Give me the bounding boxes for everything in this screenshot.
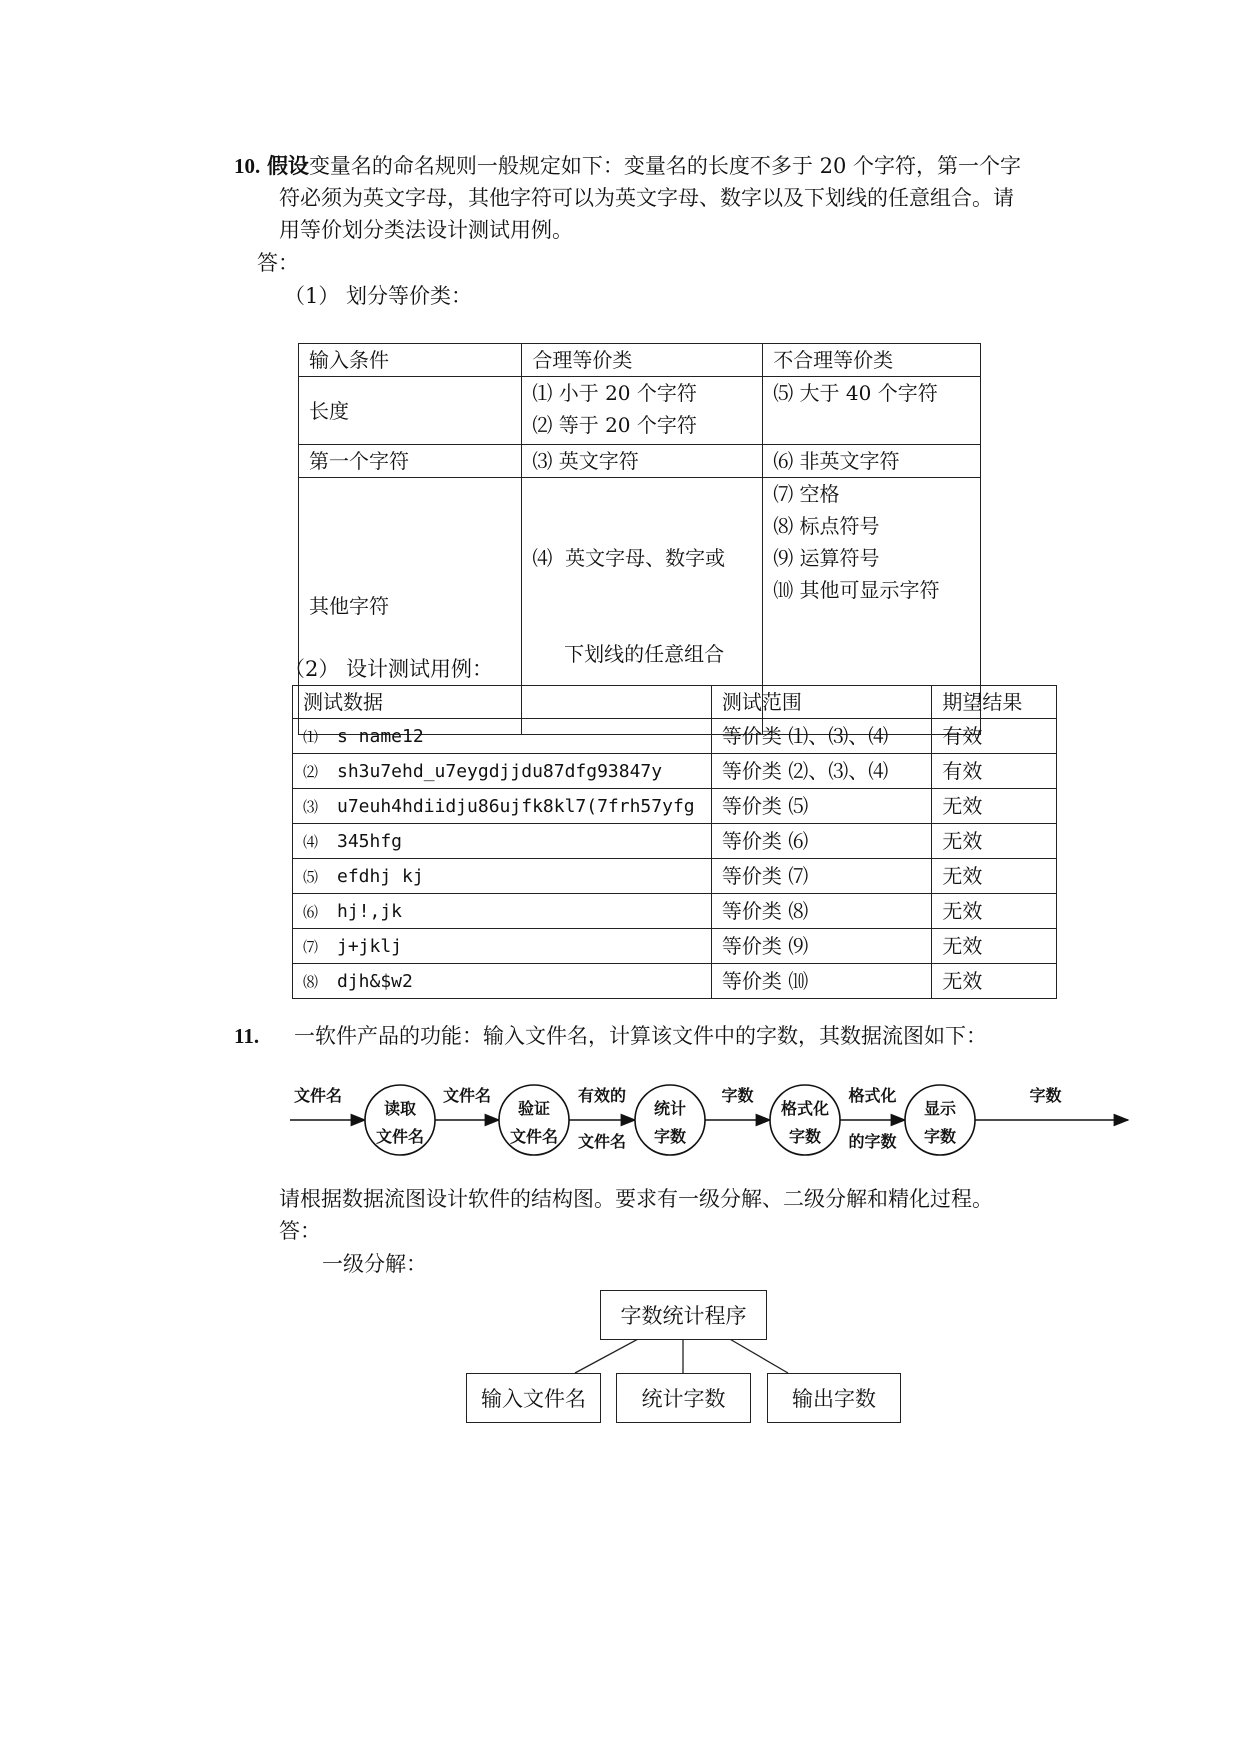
tc-row xyxy=(293,929,1057,964)
tc-row-number: ⑵ xyxy=(303,763,319,781)
eq-header-condition: 输入条件 xyxy=(299,344,522,377)
tc-data-value: sh3u7ehd_u7eygdjjdu87dfg93847y xyxy=(337,761,663,782)
dfd-flow-label: 文件名 xyxy=(577,1132,627,1151)
eq-condition-cell: 其他字符 xyxy=(299,478,522,735)
q10-text-line3: 用等价划分类法设计测试用例。 xyxy=(279,218,573,242)
tc-data-value: s name12 xyxy=(337,726,424,747)
q10-line1 xyxy=(234,150,1021,182)
tc-result-cell: 无效 xyxy=(932,824,1057,859)
eq-valid-item: 下划线的任意组合 xyxy=(532,642,725,666)
tc-data-value: efdhj kj xyxy=(337,866,424,887)
q11-level1-label: 一级分解： xyxy=(322,1252,427,1276)
tc-range-cell: 等价类 ⑻ xyxy=(711,894,931,929)
eq-row-first-char xyxy=(299,445,981,478)
dfd-process-label: 字数 xyxy=(788,1127,822,1146)
q10-text-line2: 符必须为英文字母，其他字符可以为英文字母、数字以及下划线的任意组合。请 xyxy=(279,186,1014,210)
q10-answer-label: 答： xyxy=(257,251,299,275)
structure-child-box: 统计字数 xyxy=(616,1373,751,1423)
tc-table-body xyxy=(293,719,1057,999)
test-case-table xyxy=(292,685,1057,999)
q11-text: 一软件产品的功能：输入文件名，计算该文件中的字数，其数据流图如下： xyxy=(294,1024,987,1048)
tc-data-value: djh&$w2 xyxy=(337,971,413,992)
eq-table-header xyxy=(299,344,981,377)
q10-lead: 假设 xyxy=(266,153,309,178)
dfd-process-label: 字数 xyxy=(923,1127,957,1146)
tc-header-data: 测试数据 xyxy=(293,686,712,719)
q11-line xyxy=(234,1020,987,1052)
tc-result-cell: 无效 xyxy=(932,964,1057,999)
tc-row-number: ⑶ xyxy=(303,798,319,816)
dfd-flow-label: 文件名 xyxy=(293,1086,343,1105)
dfd-flow-label: 字数 xyxy=(721,1086,754,1105)
tc-row xyxy=(293,789,1057,824)
eq-row-length xyxy=(299,377,981,445)
tc-row-number: ⑹ xyxy=(303,903,319,921)
dfd-flow-label: 有效的 xyxy=(577,1086,627,1105)
dfd-flow-label: 格式化 xyxy=(848,1086,897,1105)
tc-range-cell: 等价类 ⑽ xyxy=(711,964,931,999)
tc-row-number: ⑸ xyxy=(303,868,319,886)
tc-data-value: j+jklj xyxy=(337,936,403,957)
q10-step2: （2） 设计测试用例： xyxy=(284,657,494,681)
tc-row xyxy=(293,824,1057,859)
tc-header-result: 期望结果 xyxy=(932,686,1057,719)
tc-data-cell xyxy=(293,719,712,754)
dfd-flow-label: 字数 xyxy=(1029,1086,1062,1105)
eq-invalid-item: ⑸ 大于 40 个字符 xyxy=(773,381,938,405)
tc-data-cell xyxy=(293,754,712,789)
tc-data-cell xyxy=(293,964,712,999)
eq-valid-cell xyxy=(522,445,763,478)
eq-header-invalid: 不合理等价类 xyxy=(763,344,981,377)
dfd-process-label: 统计 xyxy=(653,1099,687,1118)
eq-valid-cell xyxy=(522,377,763,445)
tc-range-cell: 等价类 ⑵、⑶、⑷ xyxy=(711,754,931,789)
eq-valid-item: ⑴ 小于 20 个字符 xyxy=(532,381,697,405)
dfd-process-label: 文件名 xyxy=(509,1127,559,1146)
tc-data-value: hj!,jk xyxy=(337,901,403,922)
eq-invalid-item: ⑺ 空格 xyxy=(773,482,840,506)
eq-invalid-cell xyxy=(763,445,981,478)
tc-range-cell: 等价类 ⑺ xyxy=(711,859,931,894)
eq-valid-item: ⑷ 英文字母、数字或 xyxy=(532,546,726,570)
eq-invalid-item: ⑻ 标点符号 xyxy=(773,514,880,538)
eq-invalid-cell xyxy=(763,377,981,445)
tc-result-cell: 有效 xyxy=(932,754,1057,789)
tc-data-value: u7euh4hdiidju86ujfk8kl7(7frh57yfg xyxy=(337,796,695,817)
connector-line xyxy=(575,1338,640,1373)
tc-range-cell: 等价类 ⑴、⑶、⑷ xyxy=(711,719,931,754)
tc-row-number: ⑻ xyxy=(303,973,319,991)
tc-row-number: ⑷ xyxy=(303,833,319,851)
tc-row xyxy=(293,754,1057,789)
structure-child-box: 输出字数 xyxy=(767,1373,901,1423)
q10-step1: （1） 划分等价类： xyxy=(284,284,473,308)
eq-header-valid: 合理等价类 xyxy=(522,344,763,377)
tc-data-cell xyxy=(293,894,712,929)
tc-result-cell: 无效 xyxy=(932,859,1057,894)
tc-row xyxy=(293,894,1057,929)
q11-instruction: 请根据数据流图设计软件的结构图。要求有一级分解、二级分解和精化过程。 xyxy=(279,1187,993,1211)
tc-data-cell xyxy=(293,824,712,859)
tc-header-range: 测试范围 xyxy=(711,686,931,719)
eq-valid-item: ⑵ 等于 20 个字符 xyxy=(532,413,697,437)
tc-data-cell xyxy=(293,789,712,824)
q11-number: 11. xyxy=(234,1024,260,1048)
dfd-process-label: 格式化 xyxy=(780,1099,830,1118)
tc-row-number: ⑺ xyxy=(303,938,319,956)
tc-result-cell: 无效 xyxy=(932,789,1057,824)
eq-invalid-item: ⑹ 非英文字符 xyxy=(773,449,900,473)
dfd-process-label: 显示 xyxy=(923,1099,957,1118)
tc-data-cell xyxy=(293,859,712,894)
q10-number: 10. xyxy=(234,154,261,178)
q10-text-line1: 变量名的命名规则一般规定如下：变量名的长度不多于 20 个字符，第一个字 xyxy=(308,154,1022,178)
dfd-process-label: 字数 xyxy=(653,1127,687,1146)
tc-row-number: ⑴ xyxy=(303,728,319,746)
tc-data-value: 345hfg xyxy=(337,831,403,852)
dfd-flow-label: 文件名 xyxy=(442,1086,492,1105)
data-flow-diagram xyxy=(290,1065,1140,1175)
tc-data-cell xyxy=(293,929,712,964)
dfd-flow-label: 的字数 xyxy=(848,1132,897,1151)
structure-root-box: 字数统计程序 xyxy=(600,1290,767,1340)
tc-table-header xyxy=(293,686,1057,719)
tc-result-cell: 有效 xyxy=(932,719,1057,754)
tc-range-cell: 等价类 ⑼ xyxy=(711,929,931,964)
connector-line xyxy=(728,1338,788,1373)
dfd-process-label: 读取 xyxy=(383,1099,417,1118)
eq-valid-item: ⑶ 英文字符 xyxy=(532,449,639,473)
dfd-process-label: 验证 xyxy=(517,1099,551,1118)
tc-result-cell: 无效 xyxy=(932,929,1057,964)
q11-answer-label: 答： xyxy=(279,1219,321,1243)
eq-invalid-item: ⑼ 运算符号 xyxy=(773,546,880,570)
tc-range-cell: 等价类 ⑸ xyxy=(711,789,931,824)
tc-row xyxy=(293,964,1057,999)
structure-child-box: 输入文件名 xyxy=(466,1373,601,1423)
eq-invalid-item: ⑽ 其他可显示字符 xyxy=(773,578,940,602)
tc-row xyxy=(293,719,1057,754)
tc-row xyxy=(293,859,1057,894)
dfd-process-label: 文件名 xyxy=(375,1127,425,1146)
eq-condition-cell: 长度 xyxy=(299,377,522,445)
eq-condition-cell: 第一个字符 xyxy=(299,445,522,478)
tc-result-cell: 无效 xyxy=(932,894,1057,929)
tc-range-cell: 等价类 ⑹ xyxy=(711,824,931,859)
